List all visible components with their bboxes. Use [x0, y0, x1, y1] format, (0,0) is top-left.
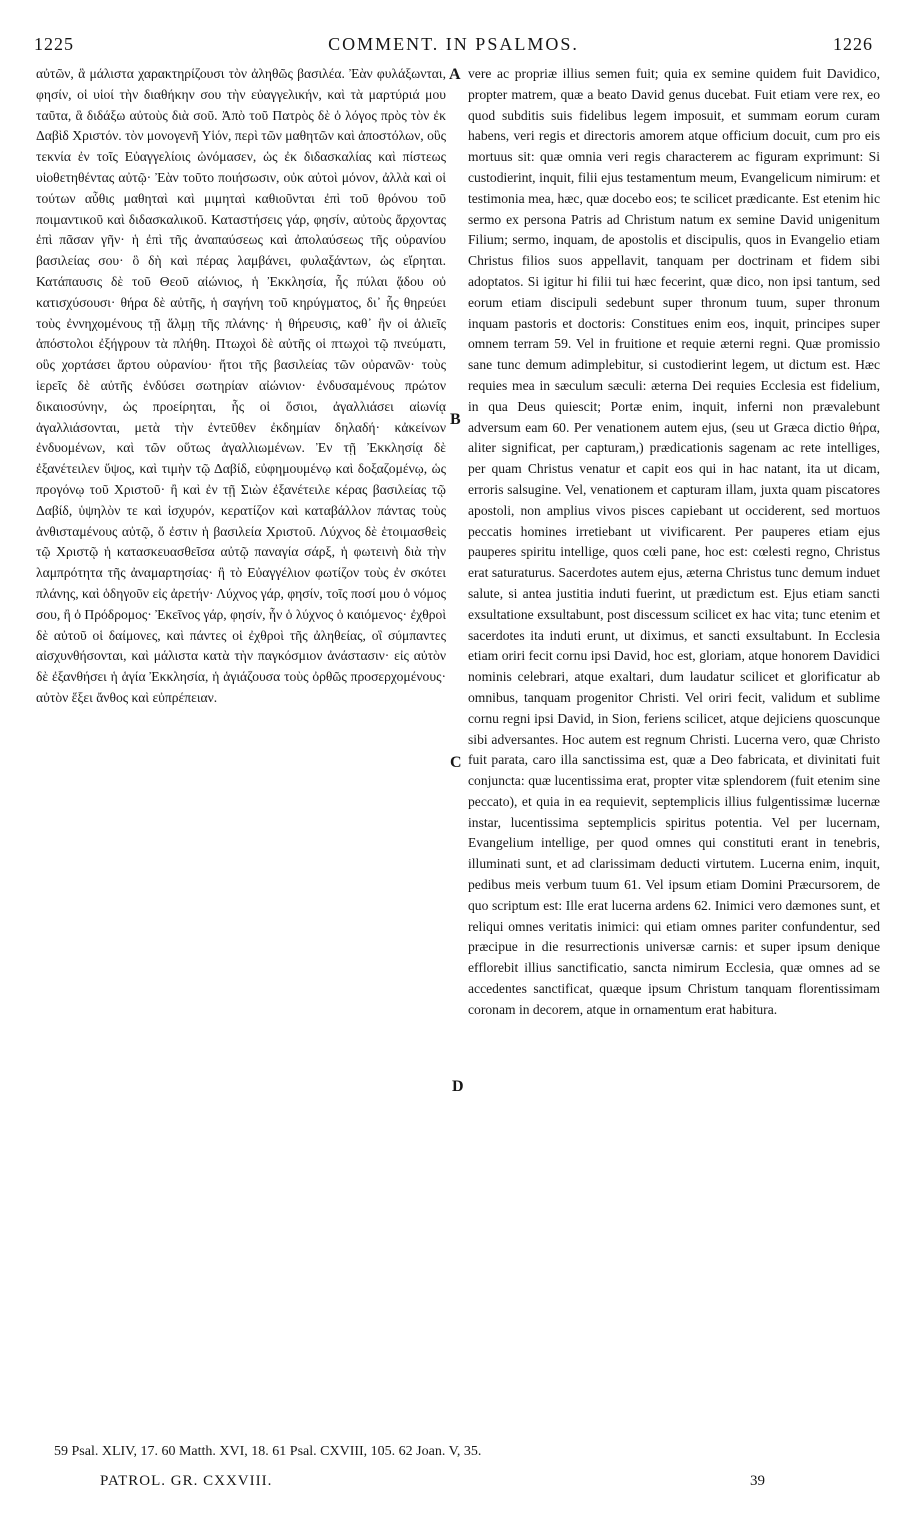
footnotes — [54, 1444, 481, 1460]
greek-text: αὐτῶν, ἃ μάλιστα χαρακτηρίζουσι τὸν ἀληθῶς βασιλέα. Ἐὰν φυλάξωνται, φησίν, οἱ υἱοί τὴν διαθήκην σου τὴν εὐαγγελικήν, καὶ τὰ μαρτύριά μου ταῦτα, ἃ διδάξω αὐτοὺς διὰ σοῦ. Ἀπὸ τοῦ Πατρὸς δὲ ὁ λόγος πρὸς τὸν ἐκ Δαβὶδ Χριστόν. τὸν μονογενῆ Υἱόν, περὶ τῶν μαθητῶν καὶ ἀποστόλων, οὓς τεκνία ἐν τοῖς Εὐαγγελίοις ὠνόμασεν, ὡς ἐκ διδασκαλίας καὶ πίστεως υἱοθετηθέντας αὐτῷ· Ἐὰν τοῦτο ποιήσωσιν, οὐκ αὐτοὶ μόνον, ἀλλὰ καὶ οἱ τούτων αὖθις μαθηταὶ καὶ μιμηταὶ καθιοῦνται ἐπὶ τοῦ θρόνου τοῦ ποιμαντικοῦ καὶ διδασκαλικοῦ. Καταστήσεις γάρ, φησίν, αὐτοὺς ἄρχοντας ἐπὶ πᾶσαν γῆν· ἡ ἐπὶ τῆς ἀναπαύσεως καὶ ἀπολαύσεως τῆς οὐρανίου βασιλείας σου· ὃ δὴ καὶ πέρας λαμβάνει, φυλαξάντων, ὡς εἴρηται. Κατάπαυσις δὲ τοῦ Θεοῦ αἰώνιος, ἡ Ἐκκλησία, ἧς πύλαι ᾅδου οὐ κατισχύσουσι· θήρα δὲ αὐτῆς, ἡ σαγήνη τοῦ κηρύγματος, δι᾽ ἧς θηρεύει τοὺς ἐννηχομένους τῇ ἅλμῃ τῆς πλάνης· ἡ θήρευσις, καθ᾽ ἣν οἱ ἁλιεῖς ἀπόστολοι ἐξήγρουν τὰ πλήθη. Πτωχοὶ δὲ αὐτῆς οἱ πτωχοὶ τῷ πνεύματι, οὓς χορτάσει ἄρτου οὐρανίου· ἤτοι τῆς βασιλείας τῶν οὐρανῶν· τοὺς ἱερεῖς δὲ αὐτῆς ἐνδύσει σωτηρίαν αἰώνιον· ἐνδυσαμένους πρώτον δικαιοσύνην, ὡς προείρηται, ἧς οἱ ὅσιοι, ἀγαλλιάσει αἰωνίᾳ ἀγαλλιάσονται, μετὰ τὴν ἐντεῦθεν ἐκδημίαν δηλαδή· κἀκείνων ἐνδυομένων, καὶ τῶν οὕτως ἀγαλλιωμένων. Ἐν τῇ Ἐκκλησίᾳ δὲ ἐξανέτειλεν ὕψος, καὶ τιμὴν τῷ Δαβίδ, εὐφημουμένῳ καὶ δοξαζομένῳ, ὡς προγόνῳ τοῦ Χριστοῦ· ἢ καὶ ἐν τῇ Σιὼν ἐξανέτειλε κέρας βασιλείας τῷ Δαβίδ, ὑψηλὸν τε καὶ ἰσχυρόν, κερατίζον καὶ καταβάλλον πάντας τοὺς ἀνθισταμένους αὐτῷ, ὅ ἐστιν ἡ βασιλεία Χριστοῦ. Λύχνος δὲ ἑτοιμασθεὶς τῷ Χριστῷ ἡ κατασκευασθεῖσα αὐτῷ παναγία σάρξ, ἡ φωτεινὴ διὰ τὴν λαμπρότητα τῆς ἀναμαρτησίας· ἢ τὸ Εὐαγγέλιον φωτίζον τοὺς ἐν σκότει πλάνης, καὶ ὁδηγοῦν εἰς ἀρετήν· Λύχνος γάρ, φησίν, τοῖς ποσί μου ὁ νόμος σου, ἢ ὁ Πρόδρομος· Ἐκεῖνος γάρ, φησίν, ἦν ὁ λύχνος ὁ καιόμενος· ἐχθροὶ δὲ αὐτοῦ οἱ δαίμονες, καὶ πάντες οἱ ἐχθροὶ τῆς ἀληθείας, οἳ σύμπαντες αἰσχυνθήσονται, καὶ μάλιστα κατὰ τὴν παγκόσμιον ἀνάστασιν· εἰς αὐτὸν δὲ ἐξανθήσει ἡ ἁγία Ἐκκλησία, ἡ ἁγιάζουσα τοὺς ὀρθῶς προσερχομένους· αὐτὸν ἕξει ἄνθος καὶ εὐπρέπειαν. — [36, 66, 446, 705]
left-page-number: 1225 — [34, 34, 74, 54]
right-page-number: 1226 — [833, 34, 873, 54]
section-marker-b: B — [450, 411, 461, 428]
greek-column — [36, 64, 446, 709]
section-marker-a: A — [449, 66, 461, 83]
latin-column — [468, 64, 880, 1021]
section-marker-d: D — [452, 1078, 464, 1095]
folio-number: 39 — [750, 1473, 765, 1489]
running-title: COMMENT. IN PSALMOS. — [328, 34, 579, 54]
running-header — [34, 34, 873, 56]
section-marker-c: C — [450, 754, 462, 771]
footnote-text: 59 Psal. XLIV, 17. 60 Matth. XVI, 18. 61 Psal. CXVIII, 105. 62 Joan. V, 35. — [54, 1444, 482, 1459]
latin-text: vere ac propriæ illius semen fuit; quia ex semine quidem fuit Davidico, propter matrem, quæ a beato David genus ducebat. Fuit etiam vere rex, eo quod subditis suis fidelibus legem imposuit, et summam eorum curam habens, veri regis et directoris amorem atque officium docuit, cum pro eis mortuus sit: quæ omnia veri regis characterem ac figuram exprimunt: Si custodierint, inquit, filii ejus testamentum meum, Evangelicum nimirum: et testimonia mea, hæc, quæ docebo eos; te scilicet prædicante. Est etenim hic sermo ex persona Patris ad Christum natum ex semine David unigenitum Filium; sermo, inquam, de apostolis et discipulis, quos in Evangelio etiam Christus filios suos appellavit, tanquam per doctrinam et fidem sibi adoptatos. Si igitur hi filii tui hæc fecerint, quæ dico, non ipsi tantum, sed eorum etiam discipuli sedebunt super thronum tuum, super thronum inquam pastoris et doctoris: Constitues enim eos, inquit, principes super omnem terram 59. Vel in fruitione et requie æterni regni. Quæ promissio sane tunc demum adimplebitur, si custodierint legem, ut dictum est. Hæc requies mea in sæculum sæculi: æterna Dei requies Ecclesia est fidelium, in qua Deus quiescit; Portæ enim, inquit, inferni non prævalebunt adversum eam 60. Per venationem autem ejus, (seu ut Græca dictio θήρα, aliter significat, per capturam,) prædicationis sagenam ac rete intelliges, per quam Christus venatur et capit eos qui in hac natant, ita ut dicam, erroris salsugine. Vel, venationem et capturam illam, juxta quam piscatores apostoli, non amplius vivos pisces capiebant ut occiderent, sed mortuos peccatis homines irretiebant ut vivificarent. Per pauperes etiam ejus pauperes spiritu intellige, quos cœli pane, hoc est: cœlesti regno, Christus erat saturaturus. Sacerdotes autem ejus, æterna Christus tunc demum induet salute, si antea justitia induti fuerint, ut prædictum est. Ejus etiam sancti exsultatione exsultabunt, post discessum scilicet ex hac vita; tunc etenim et sacerdotes ita induti erunt, ut diximus, et sancti exsultabunt. In Ecclesia etiam oriri fecit cornu ipsi David, hoc est, gloriam, atque honorem Davidici nominis celebrari, atque exaltari, dum laudatur scilicet et glorificatur ab omnibus, tanquam progenitor Christi. Vel oriri fecit, validum et sublime cornu regni ipsi David, in Sion, feriens scilicet, atque dejiciens quoscunque sibi adversantes. Hoc autem est regnum Christi. Lucerna vero, quæ Christo fuit parata, caro illa sanctissima est, quæ a Deo fabricata, et divinitati fuit conjuncta: quæ lucentissima erat, propter vitæ splendorem (fuit etenim sine peccato), et quia in ea requievit, septemplicis illius fulgentissimæ lucernæ instar, lucentissima septemplicis spiritus potentia. Vel per lucernam, Evangelium intellige, per quod omnes qui constituti erant in tenebris, illuminati sunt, et ad clarissimam deducti virtutem. Lucerna enim, inquit, pedibus meis verbum tuum 61. Vel ipsum etiam Domini Præcursorem, de quo scriptum est: Ille erat lucerna ardens 62. Inimici vero dæmones sunt, et reliqui omnes veritatis inimici: qui etiam omnes pariter confundentur, sed præcipue in die resurrectionis universæ carnis: et super ipsum denique efflorebit illius sanctificatio, sancta nimirum Ecclesia, quæ omnes ad se accedentes sanctificat, quæque ipsum Christum tanquam florentissimam coronam in decorem, atque in ornamentum erat habitura. — [468, 66, 880, 1017]
printer-signature: PATROL. GR. CXXVIII. — [100, 1473, 273, 1489]
